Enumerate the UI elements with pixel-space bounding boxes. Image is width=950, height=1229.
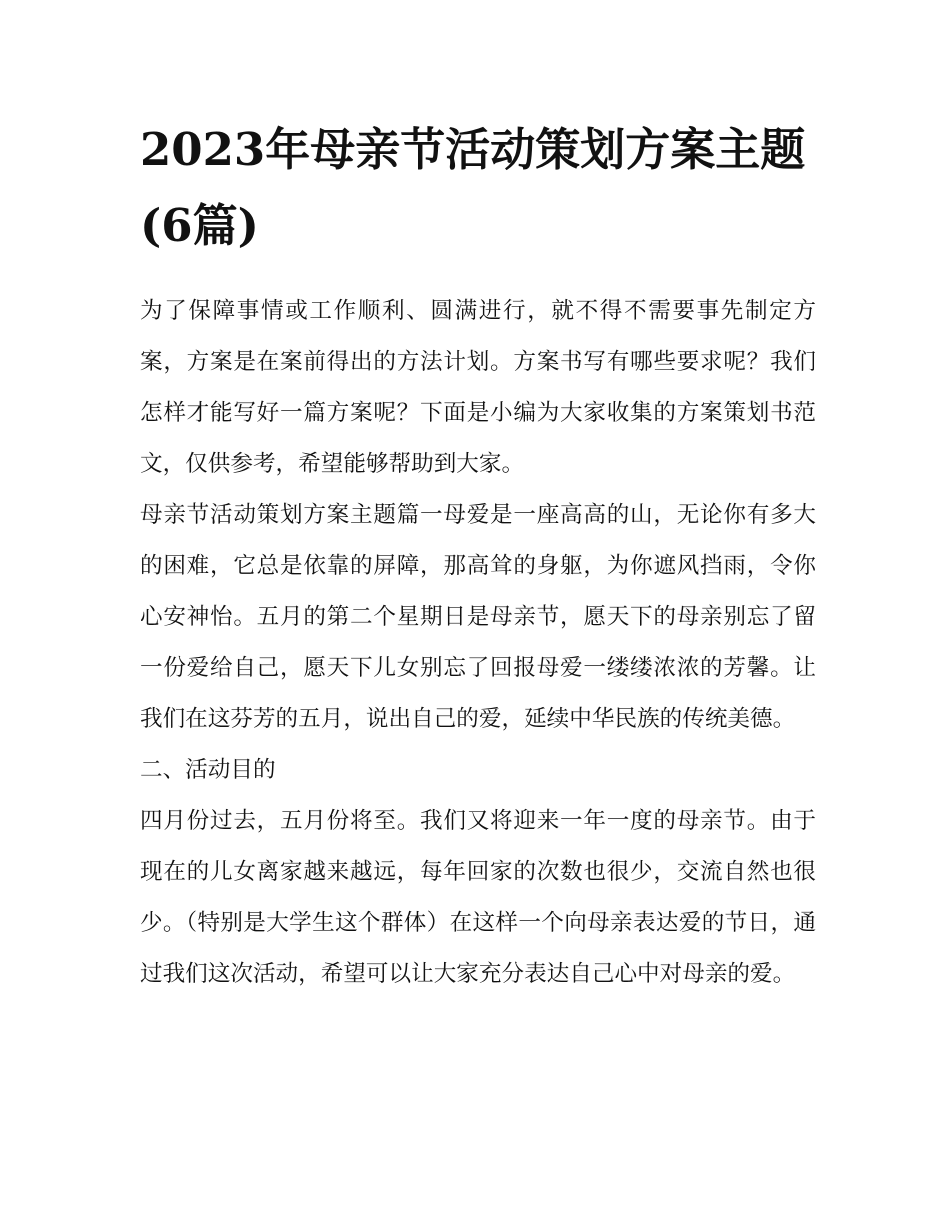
section-one-paragraph: 母亲节活动策划方案主题篇一母爱是一座高高的山，无论你有多大的困难，它总是依靠的屏障，那高耸的身躯，为你遮风挡雨，令你心安神怡。五月的第二个星期日是母亲节，愿天下的母亲别忘了留一份爱给自己，愿天下儿女别忘了回报母爱一缕缕浓浓的芳馨。让我们在这芬芳的五月，说出自己的爱，延续中华民族的传统美德。 bbox=[140, 502, 816, 732]
document-page bbox=[140, 112, 816, 1000]
section-heading-activity-purpose: 二、活动目的 bbox=[140, 757, 276, 783]
document-body bbox=[140, 286, 816, 1000]
document-title: 2023年母亲节活动策划方案主题(6篇) bbox=[140, 123, 806, 252]
intro-paragraph: 为了保障事情或工作顺利、圆满进行，就不得不需要事先制定方案，方案是在案前得出的方法计划。方案书写有哪些要求呢？我们怎样才能写好一篇方案呢？下面是小编为大家收集的方案策划书范文，仅供参考，希望能够帮助到大家。 bbox=[140, 298, 816, 477]
activity-purpose-paragraph: 四月份过去，五月份将至。我们又将迎来一年一度的母亲节。由于现在的儿女离家越来越远，每年回家的次数也很少，交流自然也很少。（特别是大学生这个群体）在这样一个向母亲表达爱的节日，通过我们这次活动，希望可以让大家充分表达自己心中对母亲的爱。 bbox=[140, 808, 816, 987]
